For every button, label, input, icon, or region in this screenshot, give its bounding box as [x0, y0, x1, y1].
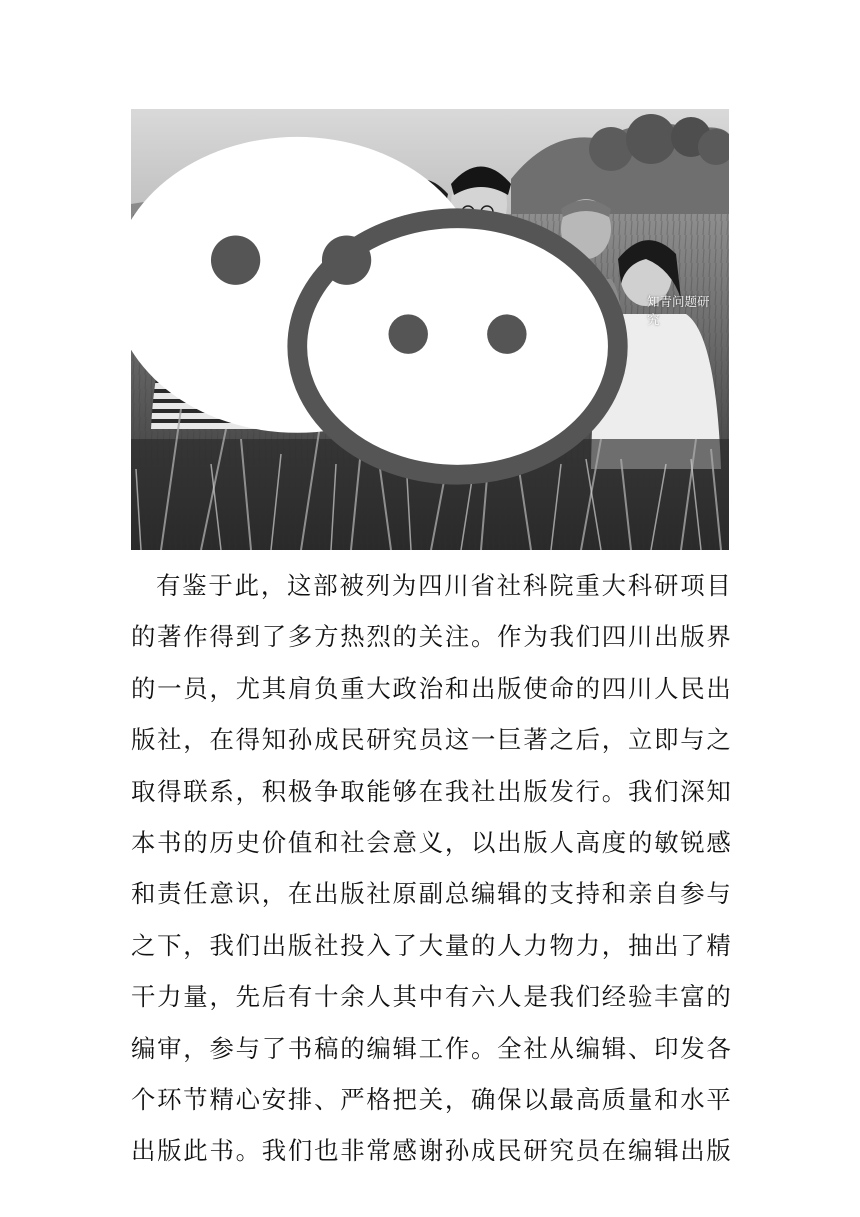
article-line: 版社，在得知孙成民研究员这一巨著之后，立即与之	[131, 725, 731, 755]
watermark-text: 知青问题研究	[646, 293, 710, 327]
article-body	[131, 560, 731, 1177]
article-line: 本书的历史价值和社会意义，以出版人高度的敏锐感	[131, 827, 731, 857]
article-line: 个环节精心安排、严格把关，确保以最高质量和水平	[131, 1084, 731, 1114]
article-line: 取得联系，积极争取能够在我社出版发行。我们深知	[131, 776, 731, 806]
article-line: 之下，我们出版社投入了大量的人力物力，抽出了精	[131, 930, 731, 960]
photo-young-people-in-rice-field	[131, 109, 729, 550]
article-line: 的一员，尤其肩负重大政治和出版使命的四川人民出	[131, 673, 731, 703]
article-line: 的著作得到了多方热烈的关注。作为我们四川出版界	[131, 622, 731, 652]
article-line: 和责任意识，在出版社原副总编辑的支持和亲自参与	[131, 879, 731, 909]
article-line: 出版此书。我们也非常感谢孙成民研究员在编辑出版	[131, 1136, 731, 1166]
article-line: 有鉴于此，这部被列为四川省社科院重大科研项目	[156, 571, 731, 600]
article-line: 干力量，先后有十余人其中有六人是我们经验丰富的	[131, 982, 731, 1012]
article-line: 编审，参与了书稿的编辑工作。全社从编辑、印发各	[131, 1033, 731, 1063]
wechat-icon	[131, 109, 643, 530]
photo-watermark	[131, 109, 715, 530]
